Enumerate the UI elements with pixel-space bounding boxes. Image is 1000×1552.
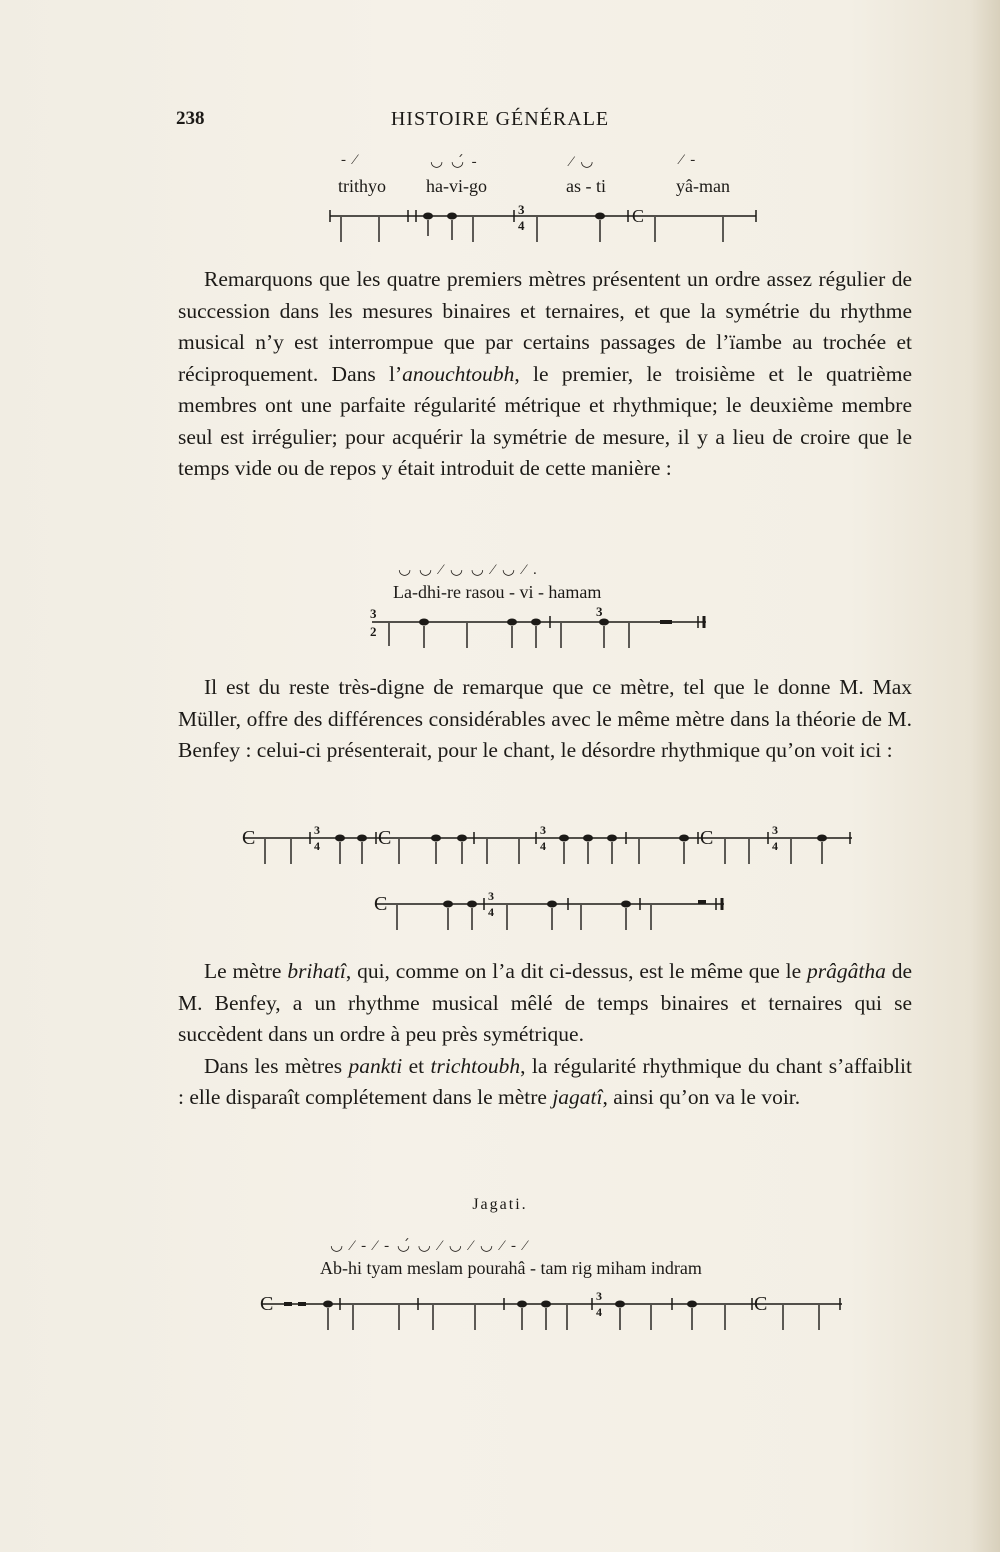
svg-text:4: 4	[518, 218, 525, 233]
svg-text:3: 3	[772, 823, 778, 837]
lyric-syllables: ha-vi-go	[426, 176, 487, 196]
svg-text:3: 3	[314, 823, 320, 837]
svg-text:3: 3	[540, 823, 546, 837]
svg-text:4: 4	[772, 839, 778, 853]
meter-marks: ◡ ◡ ⁄ ◡ ◡ ⁄ ◡ ⁄ .	[398, 562, 539, 578]
svg-text:C: C	[378, 827, 392, 849]
lyric-syllables: La-dhi-re rasou - vi - hamam	[393, 582, 602, 602]
paragraph-text: , ainsi qu’on va le voir.	[602, 1085, 801, 1109]
rhythm-notation-3b	[372, 884, 732, 936]
lyric-syllables: trithyo	[338, 176, 386, 196]
rhythm-notation-1	[328, 200, 758, 248]
paragraph	[178, 264, 912, 485]
svg-text:4: 4	[488, 905, 494, 919]
lyric-syllables: yâ-man	[676, 176, 730, 196]
svg-text:C: C	[242, 827, 256, 849]
rhythm-notation-3a	[240, 816, 856, 872]
meter-marks: ◡ ◡́ -	[430, 154, 479, 170]
running-head: HISTOIRE GÉNÉRALE	[390, 108, 610, 130]
rhythm-notation-2	[368, 604, 718, 652]
page-number: 238	[176, 108, 205, 129]
page-header	[0, 108, 1000, 138]
svg-text:C: C	[374, 893, 388, 915]
section-caption: Jagati.	[472, 1196, 528, 1213]
svg-text:3: 3	[488, 889, 494, 903]
italic-term: prâgâtha	[807, 959, 886, 983]
italic-term: pankti	[348, 1053, 403, 1078]
italic-term: trichtoubh	[430, 1053, 521, 1078]
paragraph-text: Remarquons que les quatre premiers mètres présentent un ordre assez régulier de succession dans les mesures binaires et ternaires, et que la symétrie du rhythme musical n’y est interrompue que par certains passages de l’ïambe au trochée et réciproquement. Dans l’	[178, 267, 912, 386]
rhythm-notation-4	[258, 1284, 848, 1338]
meter-marks: - ⁄	[341, 152, 359, 168]
meter-marks: ◡ ⁄ - ⁄ - ◡́ ◡ ⁄ ◡ ⁄ ◡ ⁄ - ⁄	[330, 1238, 529, 1254]
svg-text:3: 3	[596, 1289, 602, 1303]
italic-term: anouchtoubh	[402, 361, 515, 386]
paragraph-text: Le mètre	[204, 959, 288, 983]
paragraph-text: Il est du reste très-digne de remarque que ce mètre, tel que le donne M. Max Müller, offre des différences considérables avec le même mètre dans la théorie de M. Benfey : celui-ci présenterait, pour le chant, le désordre rhythmique qu’on voit ici :	[178, 675, 912, 762]
paragraph-text: , qui, comme on l’a dit ci-dessus, est le même que le	[345, 959, 808, 983]
svg-text:C: C	[260, 1293, 274, 1315]
svg-text:3: 3	[596, 604, 603, 619]
svg-text:C: C	[754, 1293, 768, 1315]
svg-text:C: C	[632, 206, 645, 226]
lyric-syllables: Ab-hi tyam meslam pourahâ - tam rig miham indram	[320, 1258, 702, 1278]
svg-text:3: 3	[370, 606, 377, 621]
svg-text:4: 4	[540, 839, 546, 853]
paragraph	[178, 956, 912, 1114]
italic-term: brihatî	[287, 959, 346, 983]
lyric-syllables: as - ti	[566, 176, 606, 196]
svg-text:3: 3	[518, 202, 525, 217]
svg-text:2: 2	[370, 624, 377, 639]
paragraph-text: , le premier, le troisième et le quatrième membres ont une parfaite régularité métrique et rhythmique; le deuxième membre seul est irrégulier; pour acquérir la symétrie de mesure, il y a lieu de croire que le temps vide ou de repos y était introduit de cette manière :	[178, 361, 912, 480]
italic-term: jagatî	[552, 1085, 603, 1109]
paragraph-text: et	[402, 1053, 431, 1078]
paragraph	[178, 672, 912, 767]
svg-text:C: C	[700, 827, 714, 849]
svg-text:4: 4	[596, 1305, 602, 1319]
paragraph-text: Dans les mètres	[204, 1053, 349, 1078]
svg-text:4: 4	[314, 839, 320, 853]
paragraph-text: de M. Benfey, a un rhythme musical mêlé de temps binaires et ternaires qui se succèdent dans un ordre à peu près symétrique.	[178, 959, 912, 1046]
meter-marks: ⁄ -	[680, 152, 698, 168]
meter-marks: ⁄ ◡	[570, 154, 596, 170]
paragraph-text: , la régularité rhythmique du chant s’affaiblit : elle disparaît complétement dans le mètre	[178, 1053, 912, 1109]
